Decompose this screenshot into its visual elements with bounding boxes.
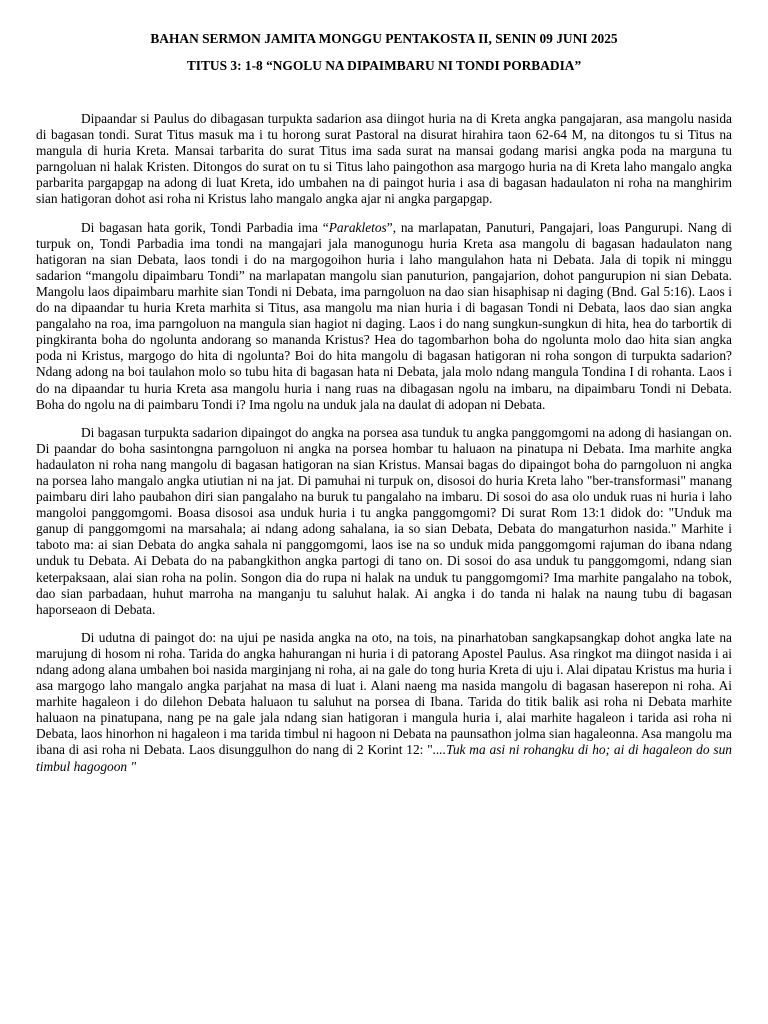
paragraph-2-part-a: Di bagasan hata gorik, Tondi Parbadia ima “ [81,219,329,235]
paragraph-4 [36,630,732,775]
document-subtitle: TITUS 3: 1-8 “NGOLU NA DIPAIMBARU NI TONDI PORBADIA” [186,58,582,73]
paragraph-1: Dipaandar si Paulus do dibagasan turpukta sadarion asa diingot huria na di Kreta angka pangajaran, asa mangolu nasida di bagasan tondi. Surat Titus masuk ma i tu horong surat Pastoral na disurat hirahira taon 62-64 M, na ditongos tu si Titus na mangula di huria Kreta. Mansai tarbarita do surat Titus ima sada surat na mansai godang marisi angka poda na marguna tu parngoluan ni halak Kristen. Ditongos do surat on tu si Titus laho paingothon asa margogo huria na di Kreta laho mangalo angka parbarita pargapgap na adong di luat Kreta, ido umbahen na di paingot huria i asa di bagasan hadaulaton ni roha na manghirim sian hatigoran dohot asi roha ni Kristus laho mangalo angka ajar ni angka pargapgap. [36,111,732,207]
paragraph-2-italic-term: Parakletos [328,219,387,235]
paragraph-3: Di bagasan turpukta sadarion dipaingot do angka na porsea asa tunduk tu angka panggomgomi na adong di hasiangan on. Di paandar do boha sasintongna parngoluon ni angka na porsea hombar tu haluaon na pinatupa ni Debata. Ima marhite angka hadaulaton ni roha nang mangolu di bagasan hatigoran na sian Kristus. Mansai bagas do dipaingot boha do parngoluon ni angka na porsea laho mangalo angka utiutian ni na jat. Di pamuhai ni turpuk on, disosoi do huria Kreta laho "ber-transformasi" manang paimbaru diri laho paubahon diri sian pangalaho na buruk tu pangalaho na imbaru. Di sosoi do asa olo unduk ruas ni huria i laho mangoloi panggomgomi. Boasa disosoi asa unduk huria i tu angka panggomgomi? Di surat Rom 13:1 didok do: "Unduk ma ganup di panggomgomi na marsahala; ai ndang adong sahalana, ia so sian Debata, Debata do mangaturhon nasida." Marhite i taboto ma: ai sian Debata do angka sahala ni panggomgomi, laos ise na so unduk mida panggomgomi rajuman do ibana ndang unduk tu Debata. Ai Debata do na pabangkithon angka partogi di tano on. Di sosoi do asa unduk tu panggomgomi, ndang sian keterpaksaan, alai sian roha na polin. Songon dia do rupa ni halak na unduk tu panggomgomi? Ima marhite pangalaho na tobok, dao sian parbadaan, huhut marroha na manganju tu saluhut halak. Ai angka i do tanda ni halak na naung tubu di bagasan haporseaon di Debata. [36,424,732,617]
document-title: BAHAN SERMON JAMITA MONGGU PENTAKOSTA II, SENIN 09 JUNI 2025 [150,31,618,46]
paragraph-2-part-b: ”, na marlapatan, Panuturi, Pangajari, loas Pangurupi. Nang di turpuk on, Tondi Parbadia ima tondi na mangajari jala manogunogu huria Kreta asa mangolu di bagasan hadaulaton nang hatigoran na sian Debata, laos tondi i do na margogoihon huria i laho mangulahon hata ni Debata. Jala di topik ni minggu sadarion “mangolu dipaimbaru Tondi” na marlapatan mangolu sian panuturion, pangajarion, dohot pangurupion ni sian Debata. Mangolu laos dipaimbaru marhite sian Tondi ni Debata, ima parngoluon na dao sian hisaphisap ni daging (Bnd. Gal 5:16). Laos i do na dipaandar tu huria Kreta marhita si Titus, asa mangolu ma nian huria i di bagasan Tondi ni Debata, laos dao sian angka pangalaho na roa, ima parngoluon na mangula sian hagiot ni daging. Laos i do nang sungkun-sungkun di hita, hea do tarbortik di pingkiranta boha do ngolunta andorang so mananda Kristus? Hea do tagombarhon boha do ngolunta molo dao hita sian angka poda ni Kristus, margogo do hita di ngolunta? Boi do hita mangolu di bagasan hatigoran ni roha songon di turpukta sadarion? Ndang adong na boi taulahon molo so tubu hita di bagasan hata ni Debata, jala molo ndang mangula Tondina I di rohanta. Laos i do na dipaandar tu huria Kreta asa mangolu huria i nang ruas na dibagasan ngolu na imbaru, na dipaimbaru Tondi ni Debata. Boha do ngolu na di paimbaru Tondi i? Ima ngolu na unduk jala na daulat di adopan ni Debata. [36,219,732,412]
paragraph-4-italic-quote: ....Tuk ma asi ni rohangku di ho; ai di hagaleon do sun timbul hagogoon " [36,742,732,774]
paragraph-2 [36,220,732,413]
paragraph-4-part-a: Di udutna di paingot do: na ujui pe nasida angka na oto, na tois, na pinarhatoban sangkapsangkap dohot angka late na marujung di hosom ni roha. Tarida do angka hahurangan ni huria i di patorang Apostel Paulus. Asa ringkot ma diingot nasida i ai ndang adong alana umbahen boi nasida marginjang ni roha, ai na gale do tong huria Kreta di uju i. Alai dipatau Kristus ma huria i asa margogo laho mangalo angka parjahat na masa di luat i. Alani naeng ma nasida mangolu di bagasan haserepon ni roha. Ai marhite hagaleon i do dilehon Debata haluaon tu saluhut na porsea di Ibana. Tarida do titik balik asi roha ni Debata marhite haluaon na pinatupana, nang pe na gale jala ndang sian hatigoran i mangula huria i, alai marhite hagaleon i tarida asi roha ni Debata, laos hinorhon ni hagaleon i ma tarida timbul ni hagoon ni Debata na paunsathon jolma sian hagaleonna. Asa mangolu ma ibana di asi roha ni Debata. Laos disunggulhon do nang di 2 Korint 12: " [36,629,732,758]
sermon-body [36,111,732,775]
